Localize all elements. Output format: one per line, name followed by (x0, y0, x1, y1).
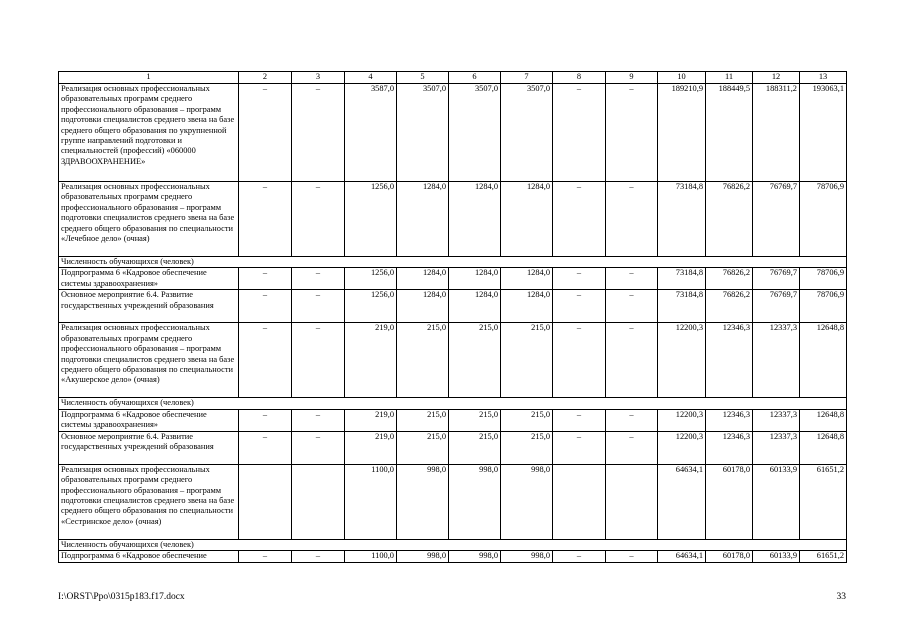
table-cell: 78706,9 (800, 290, 847, 323)
table-cell: 73184,8 (658, 182, 706, 257)
table-cell: 998,0 (501, 551, 553, 562)
table-cell: 60178,0 (706, 464, 753, 539)
table-cell: 219,0 (345, 431, 397, 464)
table-cell: 1100,0 (345, 551, 397, 562)
column-header: 3 (292, 72, 345, 84)
column-header: 7 (501, 72, 553, 84)
table-cell: 188311,2 (753, 84, 800, 182)
row-description: Реализация основных профессиональных образовательных программ среднего профессионального образования – программ подготовки специалистов среднего звена на базе среднего общего образования по специальности «Акушерское дело» (очная) (59, 323, 239, 398)
table-cell: 1256,0 (345, 268, 397, 290)
table-cell: 998,0 (397, 464, 449, 539)
table-cell: 73184,8 (658, 268, 706, 290)
table-cell: – (606, 323, 658, 398)
table-cell: 189210,9 (658, 84, 706, 182)
table-cell: 1284,0 (501, 182, 553, 257)
table-cell: 1284,0 (397, 290, 449, 323)
table-cell: 12337,3 (753, 323, 800, 398)
table-section-row (59, 398, 847, 409)
table-cell: 998,0 (449, 551, 501, 562)
table-cell: – (292, 409, 345, 431)
table-cell: 64634,1 (658, 464, 706, 539)
table-cell: 60133,9 (753, 464, 800, 539)
table-cell: 78706,9 (800, 268, 847, 290)
table-row (59, 84, 847, 182)
table-cell: 64634,1 (658, 551, 706, 562)
table-row (59, 268, 847, 290)
table-cell: 12200,3 (658, 323, 706, 398)
table-cell: 61651,2 (800, 551, 847, 562)
table-cell: 12346,3 (706, 409, 753, 431)
table-cell: 12648,8 (800, 409, 847, 431)
table-cell: – (292, 268, 345, 290)
table-cell: 215,0 (397, 409, 449, 431)
section-label: Численность обучающихся (человек) (59, 398, 847, 409)
column-header: 4 (345, 72, 397, 84)
table-cell: 215,0 (501, 323, 553, 398)
table-cell: 215,0 (501, 409, 553, 431)
table-cell: 998,0 (397, 551, 449, 562)
table-cell: – (239, 84, 292, 182)
table-cell: – (606, 551, 658, 562)
table-cell: – (292, 323, 345, 398)
table-cell: – (553, 84, 606, 182)
table-cell: 1284,0 (449, 290, 501, 323)
table-cell: 12648,8 (800, 323, 847, 398)
table-cell: – (239, 290, 292, 323)
table-cell: – (606, 84, 658, 182)
section-label: Численность обучающихся (человек) (59, 257, 847, 268)
table-cell: 1284,0 (397, 268, 449, 290)
table-cell: 215,0 (449, 431, 501, 464)
column-header: 9 (606, 72, 658, 84)
table-cell: 76826,2 (706, 290, 753, 323)
table-cell: 1284,0 (449, 268, 501, 290)
footer-page-number: 33 (836, 592, 846, 602)
table-row (59, 551, 847, 562)
table-cell: 1284,0 (397, 182, 449, 257)
table-cell: 76769,7 (753, 182, 800, 257)
table-cell: 3507,0 (501, 84, 553, 182)
row-description: Реализация основных профессиональных образовательных программ среднего профессионального образования – программ подготовки специалистов среднего звена на базе среднего общего образования по специальности «Сестринское дело» (очная) (59, 464, 239, 539)
table-cell: – (292, 290, 345, 323)
table-cell: – (239, 323, 292, 398)
table-cell: 12346,3 (706, 431, 753, 464)
table-cell: 12337,3 (753, 431, 800, 464)
table-cell: 215,0 (449, 323, 501, 398)
table-cell: 12337,3 (753, 409, 800, 431)
row-description: Основное мероприятие 6.4. Развитие государственных учреждений образования (59, 431, 239, 464)
table-cell: – (553, 551, 606, 562)
table-cell: 3507,0 (397, 84, 449, 182)
table-section-row (59, 539, 847, 550)
budget-table (58, 71, 847, 563)
column-header: 5 (397, 72, 449, 84)
column-header: 8 (553, 72, 606, 84)
column-header: 11 (706, 72, 753, 84)
table-row (59, 409, 847, 431)
table-cell: – (606, 290, 658, 323)
table-section-row (59, 257, 847, 268)
table-cell: – (292, 182, 345, 257)
table-cell: – (553, 182, 606, 257)
table-cell: 1284,0 (501, 290, 553, 323)
table-cell: 76826,2 (706, 182, 753, 257)
table-cell: 1256,0 (345, 290, 397, 323)
table-cell: – (239, 182, 292, 257)
column-header: 12 (753, 72, 800, 84)
table-cell: 3587,0 (345, 84, 397, 182)
table-cell: – (553, 431, 606, 464)
table-cell: – (292, 551, 345, 562)
table-cell: 219,0 (345, 323, 397, 398)
table-cell: 188449,5 (706, 84, 753, 182)
table-cell: 1256,0 (345, 182, 397, 257)
table-cell (292, 464, 345, 539)
column-header: 10 (658, 72, 706, 84)
table-cell: 61651,2 (800, 464, 847, 539)
table-cell: – (553, 290, 606, 323)
table-cell: – (239, 431, 292, 464)
table-cell: 1100,0 (345, 464, 397, 539)
table-cell: 12346,3 (706, 323, 753, 398)
table-cell: 215,0 (397, 431, 449, 464)
table-cell: 215,0 (397, 323, 449, 398)
table-cell: 76769,7 (753, 290, 800, 323)
table-cell: 3507,0 (449, 84, 501, 182)
row-description: Реализация основных профессиональных образовательных программ среднего профессионального образования – программ подготовки специалистов среднего звена на базе среднего общего образования по укрупненной группе направлений подготовки и специальностей (профессий) «060000 ЗДРАВООХРАНЕНИЕ» (59, 84, 239, 182)
table-header-row (59, 72, 847, 84)
table-cell: – (606, 182, 658, 257)
column-header: 2 (239, 72, 292, 84)
section-label: Численность обучающихся (человек) (59, 539, 847, 550)
table-cell: – (239, 551, 292, 562)
table-cell: 193063,1 (800, 84, 847, 182)
table-cell: 1284,0 (449, 182, 501, 257)
column-header: 6 (449, 72, 501, 84)
table-cell: 1284,0 (501, 268, 553, 290)
table-cell: – (292, 431, 345, 464)
table-cell: 215,0 (449, 409, 501, 431)
row-description: Подпрограмма 6 «Кадровое обеспечение системы здравоохранения» (59, 268, 239, 290)
table-row (59, 290, 847, 323)
table-cell: 219,0 (345, 409, 397, 431)
table-cell: 76826,2 (706, 268, 753, 290)
table-cell: – (553, 268, 606, 290)
table-row (59, 431, 847, 464)
row-description: Реализация основных профессиональных образовательных программ среднего профессионального образования – программ подготовки специалистов среднего звена на базе среднего общего образования по специальности «Лечебное дело» (очная) (59, 182, 239, 257)
row-description: Подпрограмма 6 «Кадровое обеспечение (59, 551, 239, 562)
table-cell: – (553, 323, 606, 398)
row-description: Основное мероприятие 6.4. Развитие государственных учреждений образования (59, 290, 239, 323)
table-cell: 78706,9 (800, 182, 847, 257)
footer-file-path: I:\ORST\Ppo\0315p183.f17.docx (58, 592, 185, 602)
table-cell (553, 464, 606, 539)
table-cell (606, 464, 658, 539)
table-row (59, 182, 847, 257)
table-cell: – (553, 409, 606, 431)
table-cell: – (606, 431, 658, 464)
table-cell: 12200,3 (658, 431, 706, 464)
column-header: 13 (800, 72, 847, 84)
table-row (59, 323, 847, 398)
column-header: 1 (59, 72, 239, 84)
table-cell: 998,0 (501, 464, 553, 539)
table-cell: 215,0 (501, 431, 553, 464)
table-cell: 76769,7 (753, 268, 800, 290)
table-cell: 60178,0 (706, 551, 753, 562)
table-cell: 60133,9 (753, 551, 800, 562)
table-cell: – (239, 409, 292, 431)
table-cell: – (239, 268, 292, 290)
table-cell: – (292, 84, 345, 182)
row-description: Подпрограмма 6 «Кадровое обеспечение системы здравоохранения» (59, 409, 239, 431)
table-cell: 12200,3 (658, 409, 706, 431)
table-row (59, 464, 847, 539)
table-cell: – (606, 409, 658, 431)
table-cell (239, 464, 292, 539)
table-cell: – (606, 268, 658, 290)
table-cell: 73184,8 (658, 290, 706, 323)
table-cell: 998,0 (449, 464, 501, 539)
table-cell: 12648,8 (800, 431, 847, 464)
